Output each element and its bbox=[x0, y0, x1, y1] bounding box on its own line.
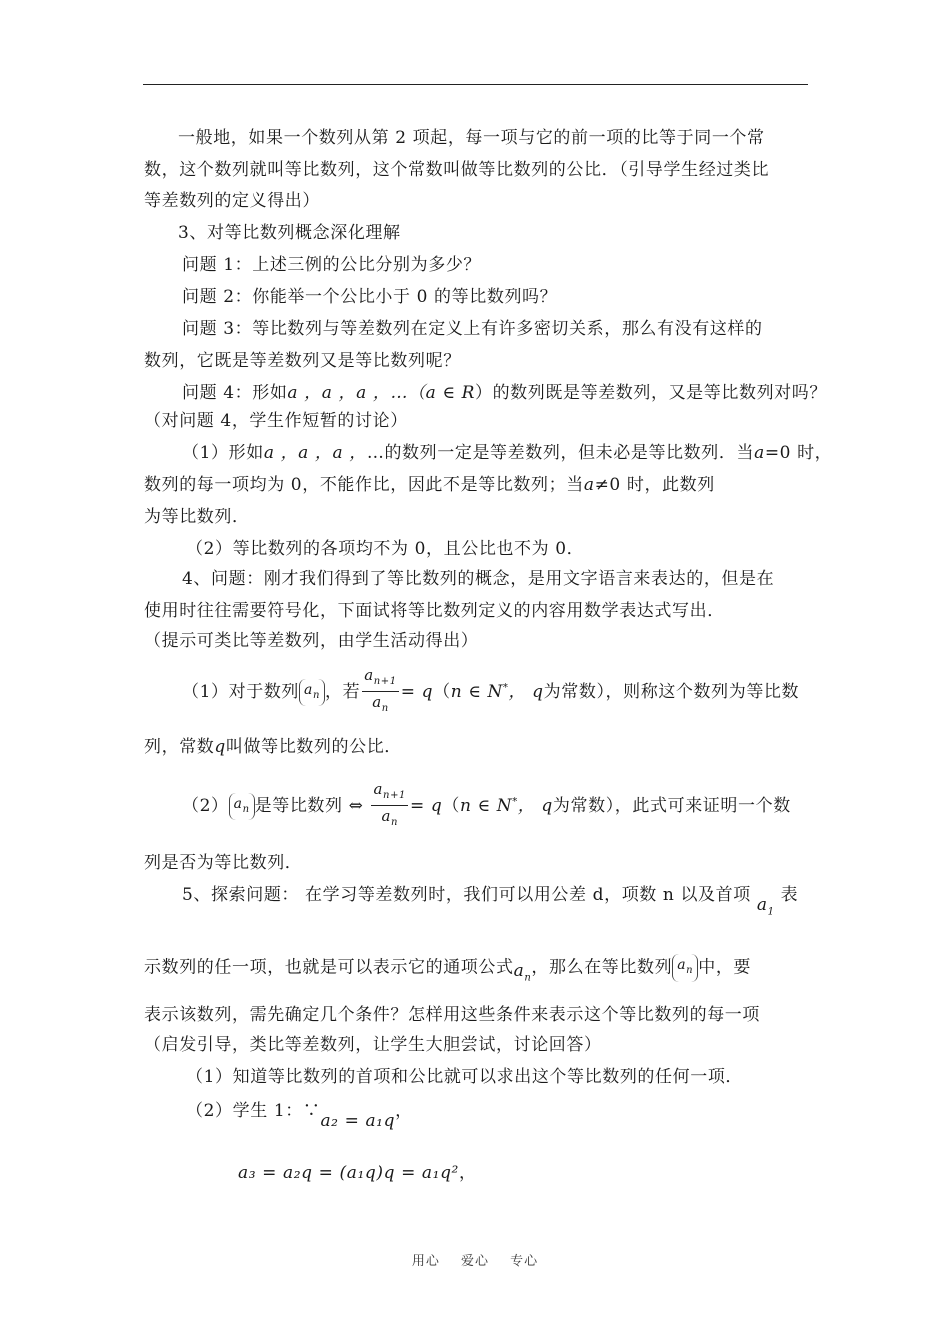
equation-a3-line bbox=[238, 1162, 477, 1184]
num-sub-2: n+1 bbox=[383, 790, 407, 801]
equation-a2-comma: ， bbox=[395, 1101, 413, 1121]
answer-1-line-3: 为等比数列． bbox=[144, 507, 250, 527]
is-geometric: 是等比数列 bbox=[254, 796, 343, 816]
star: * bbox=[502, 682, 509, 694]
general-term-var: a bbox=[513, 961, 525, 982]
footer-item-2: 爱心 bbox=[460, 1254, 489, 1269]
sequence-brace bbox=[299, 679, 325, 707]
ratio-fraction-2 bbox=[371, 780, 408, 833]
definition-2-line-2: 列是否为等比数列． bbox=[144, 853, 303, 873]
answer-section5-2-prefix: （2）学生 1：∵ bbox=[186, 1101, 321, 1121]
definition-1-if: ，若 bbox=[325, 682, 361, 702]
answer-1-prefix: （1）形如 bbox=[182, 443, 264, 463]
num-var-2: a bbox=[373, 780, 384, 798]
section5-line-2-mid: ，那么在等比数列 bbox=[531, 957, 673, 978]
definition-1-line-2-suffix: 叫做等比数列的公比． bbox=[225, 737, 402, 757]
seq-var-3: a bbox=[677, 957, 687, 973]
fraction-denominator bbox=[362, 692, 399, 719]
den-sub-2: n bbox=[391, 817, 399, 828]
general-term bbox=[513, 961, 532, 984]
fraction-numerator-2 bbox=[371, 780, 408, 806]
definition-1-prefix: （1）对于数列 bbox=[182, 682, 300, 702]
ratio-q: q bbox=[214, 737, 226, 757]
q-var: ， q bbox=[508, 682, 544, 702]
footer-item-3: 专心 bbox=[510, 1254, 539, 1269]
star-2: * bbox=[512, 796, 518, 808]
section5-line-2-tail: 中，要 bbox=[698, 957, 752, 978]
equation-a3-comma: ， bbox=[458, 1163, 477, 1183]
seq-var-2: a bbox=[233, 795, 243, 812]
answer-1-line-2-text: 数列的每一项均为 0，不能作比，因此不是等比数列；当 bbox=[144, 475, 584, 495]
answer-1-sequence: a ，a ，a ， bbox=[263, 443, 367, 463]
definition-line-3: 等差数列的定义得出） bbox=[144, 191, 320, 211]
definition-2 bbox=[182, 780, 791, 833]
equals-q-2: = q bbox=[410, 796, 443, 816]
answer-1-var-a: a bbox=[754, 443, 765, 463]
question-3-line-2: 数列，它既是等差数列又是等比数列呢？ bbox=[144, 351, 461, 371]
num-sub: n+1 bbox=[373, 676, 397, 687]
answer-2: （2）等比数列的各项均不为 0，且公比也不为 0． bbox=[186, 539, 585, 559]
general-term-sub: n bbox=[524, 972, 532, 984]
equals-q: = q bbox=[400, 682, 434, 702]
equation-a3: a₃ = a₂q = (a₁q)q = a₁q² bbox=[238, 1163, 459, 1183]
definition-1-suffix: ），则称这个数列为等比数 bbox=[596, 682, 800, 702]
condition-n-2: n ∈ N bbox=[459, 796, 513, 816]
section5-line-1-tail: 表 bbox=[780, 885, 799, 905]
definition-1 bbox=[182, 666, 799, 719]
condition-n: n ∈ N bbox=[450, 682, 503, 702]
question-4 bbox=[182, 382, 827, 404]
first-term-var: a bbox=[756, 895, 768, 915]
first-term-sub: 1 bbox=[767, 906, 775, 918]
first-term bbox=[756, 895, 775, 918]
definition-line-1: 一般地，如果一个数列从第 2 项起，每一项与它的前一项的比等于同一个常 bbox=[178, 128, 765, 148]
section5-line-2-text: 示数列的任一项，也就是可以表示它的通项公式 bbox=[144, 957, 514, 978]
question-4-note: （对问题 4，学生作短暂的讨论） bbox=[144, 411, 408, 431]
answer-1-tail: =0 时， bbox=[764, 443, 833, 463]
question-4-prefix: 问题 4：形如 bbox=[182, 383, 288, 403]
sequence-brace-2 bbox=[229, 793, 255, 821]
section5-line-1-text: 5、探索问题： 在学习等差数列时，我们可以用公差 d，项数 n 以及首项 bbox=[182, 885, 751, 905]
section4-line-3: （提示可类比等差数列，由学生活动得出） bbox=[144, 631, 479, 651]
answer-1-var-a-2: a bbox=[583, 475, 595, 495]
definition-2-prefix: （2） bbox=[182, 796, 229, 816]
question-3-line-1: 问题 3：等比数列与等差数列在定义上有许多密切关系，那么有没有这样的 bbox=[182, 319, 763, 339]
question-4-sequence: a ，a ，a ，…（ bbox=[287, 383, 426, 403]
section3-heading: 3、对等比数列概念深化理解 bbox=[178, 223, 401, 243]
seq-sub-3: n bbox=[686, 964, 694, 976]
answer-section5-2 bbox=[186, 1100, 413, 1131]
paren-open-2: （ bbox=[442, 796, 460, 816]
definition-1-line-2-prefix: 列，常数 bbox=[144, 737, 215, 757]
footer-item-1: 用心 bbox=[411, 1254, 440, 1269]
answer-section5-1: （1）知道等比数列的首项和公比就可以求出这个等比数列的任何一项． bbox=[186, 1067, 744, 1087]
paren-open: （ bbox=[433, 682, 451, 702]
question-4-suffix: ）的数列既是等差数列，又是等比数列对吗？ bbox=[474, 383, 827, 403]
definition-line-2: 数，这个数列就叫等比数列，这个常数叫做等比数列的公比．（引导学生经过类比 bbox=[144, 160, 770, 180]
den-var: a bbox=[372, 693, 382, 711]
fraction-numerator bbox=[362, 666, 399, 692]
section5-line-2 bbox=[144, 954, 751, 986]
answer-1-line-2-tail: ≠0 时，此数列 bbox=[594, 475, 715, 495]
definition-2-suffix: ），此式可来证明一个数 bbox=[605, 796, 791, 816]
sequence-brace-3 bbox=[672, 954, 698, 982]
ratio-fraction bbox=[362, 666, 399, 719]
answer-1-line-1 bbox=[182, 442, 832, 464]
num-var: a bbox=[364, 666, 374, 684]
seq-sub: n bbox=[312, 689, 321, 701]
section5-line-4: （启发引导，类比等差数列，让学生大胆尝试，讨论回答） bbox=[144, 1035, 602, 1055]
question-4-condition: a ∈ R bbox=[425, 383, 475, 403]
section5-line-1 bbox=[182, 884, 799, 918]
den-sub: n bbox=[381, 703, 389, 714]
fraction-denominator-2 bbox=[371, 806, 408, 833]
header-rule bbox=[143, 84, 808, 85]
iff-symbol: ⇔ bbox=[348, 796, 364, 816]
question-2: 问题 2：你能举一个公比小于 0 的等比数列吗？ bbox=[182, 287, 558, 307]
answer-1-text: …的数列一定是等差数列，但未必是等比数列．当 bbox=[366, 443, 755, 463]
seq-var: a bbox=[304, 681, 313, 698]
question-1: 问题 1：上述三例的公比分别为多少？ bbox=[182, 255, 482, 275]
constant-label: 为常数 bbox=[543, 682, 597, 702]
constant-label-2: 为常数 bbox=[552, 796, 606, 816]
q-var-2: ， q bbox=[517, 796, 553, 816]
den-var-2: a bbox=[381, 807, 391, 825]
section5-line-3: 表示该数列，需先确定几个条件？怎样用这些条件来表示这个等比数列的每一项 bbox=[144, 1005, 760, 1025]
seq-sub-2: n bbox=[242, 803, 250, 815]
definition-1-line-2 bbox=[144, 736, 402, 758]
answer-1-line-2 bbox=[144, 474, 715, 496]
section4-line-2: 使用时往往需要符号化，下面试将等比数列定义的内容用数学表达式写出． bbox=[144, 601, 725, 621]
page-footer bbox=[0, 1250, 950, 1269]
equation-a2: a₂ = a₁q bbox=[320, 1111, 396, 1131]
section4-line-1: 4、问题：刚才我们得到了等比数列的概念，是用文字语言来表达的，但是在 bbox=[182, 569, 775, 589]
